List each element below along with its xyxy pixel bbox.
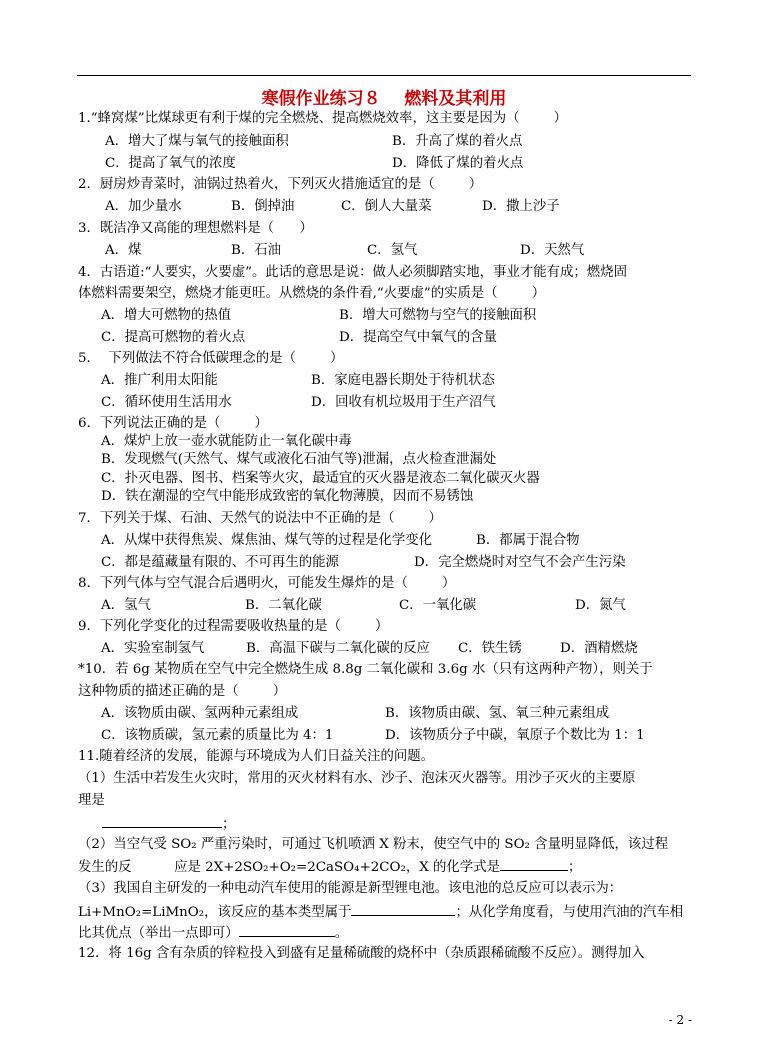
q9-stem: 9．下列化学变化的过程需要吸收热量的是（ ） (78, 619, 389, 634)
q10-option-d: D．该物质分子中碳，氧原子个数比为 1：1 (385, 728, 645, 743)
q1-stem: 1.“蜂窝煤”比煤球更有利于煤的完全燃烧、提高燃烧效率，这主要是因为（ ） (78, 111, 568, 126)
q3-option-a: A．煤 (105, 243, 142, 258)
answer-blank[interactable] (351, 902, 455, 916)
q11-part1-answer-line: ； (78, 814, 235, 834)
q6-option-b: B．发现燃气(天然气、煤气或液化石油气等)泄漏，点火检查泄漏处 (101, 452, 497, 467)
q11-part2-line1: （2）当空气受 SO₂ 严重污染时，可通过飞机喷洒 X 粉末，使空气中的 SO₂ 含量明显降低，该过程 (78, 837, 669, 852)
q3-option-d: D．天然气 (520, 243, 585, 258)
q4-option-a: A．增大可燃物的热值 (101, 308, 232, 323)
q2-stem: 2．厨房炒青菜时，油锅过热着火，下列灭火措施适宜的是（ ） (78, 177, 483, 192)
header-rule (77, 75, 691, 76)
q11-stem: 11.随着经济的发展，能源与环境成为人们日益关注的问题。 (78, 749, 435, 764)
q6-stem: 6．下列说法正确的是（ ） (78, 416, 268, 431)
q8-stem: 8．下列气体与空气混合后遇明火，可能发生爆炸的是（ ） (78, 576, 456, 591)
q4-stem-line2: 体燃料需要架空，燃烧才能更旺。从燃烧的条件看,“火要虚”的实质是（ ） (78, 286, 546, 301)
q11-part2-line2: 发生的反 应是 2X+2SO₂+O₂=2CaSO₄+2CO₂，X 的化学式是 ； (78, 857, 581, 877)
q4-stem-line1: 4．古语道:“人要实，火要虚”。此话的意思是说：做人必须脚踏实地，事业才能有成；燃烧固 (78, 265, 627, 280)
q11-part1-line2: 理是 (78, 793, 105, 808)
q2-option-b: B．倒掉油 (231, 199, 295, 214)
q5-option-c: C．循环使用生活用水 (101, 395, 232, 410)
q2-option-c: C．倒人大量菜 (341, 199, 432, 214)
q7-option-b: B．都属于混合物 (476, 533, 580, 548)
q11-part3-line1: （3）我国自主研发的一种电动汽车使用的能源是新型锂电池。该电池的总反应可以表示为： (78, 881, 623, 896)
q3-option-c: C．氢气 (367, 243, 418, 258)
q4-option-d: D．提高空气中氧气的含量 (339, 330, 498, 345)
q11-part1-line1: （1）生活中若发生火灾时，常用的灭火材料有水、沙子、泡沫灭火器等。用沙子灭火的主要原 (78, 771, 636, 786)
q10-option-a: A．该物质由碳、氢两种元素组成 (101, 706, 299, 721)
q1-option-d: D．降低了煤的着火点 (392, 156, 524, 171)
page-number: - 2 - (668, 1013, 692, 1027)
q9-option-d: D．酒精燃烧 (560, 641, 638, 656)
q2-option-d: D．撒上沙子 (482, 199, 560, 214)
q5-option-d: D．回收有机垃圾用于生产沼气 (311, 395, 496, 410)
q3-option-b: B．石油 (231, 243, 282, 258)
q8-option-c: C．一氧化碳 (399, 598, 477, 613)
q10-stem-line2: 这种物质的描述正确的是（ ） (78, 684, 287, 699)
q7-option-d: D．完全燃烧时对空气不会产生污染 (414, 555, 626, 570)
q3-stem: 3．既洁净又高能的理想燃料是（ ） (78, 221, 313, 236)
q12-stem: 12．将 16g 含有杂质的锌粒投入到盛有足量稀硫酸的烧杯中（杂质跟稀硫酸不反应）。测得加入 (78, 946, 645, 961)
q4-option-c: C．提高可燃物的着火点 (101, 330, 246, 345)
q5-option-a: A．推广利用太阳能 (101, 373, 218, 388)
q1-option-c: C．提高了氧气的浓度 (105, 156, 236, 171)
q10-option-b: B．该物质由碳、氢、氧三种元素组成 (385, 706, 610, 721)
q10-option-c: C．该物质碳，氢元素的质量比为 4：1 (101, 728, 334, 743)
q10-stem-line1: *10．若 6g 某物质在空气中完全燃烧生成 8.8g 二氧化碳和 3.6g 水（只有这两种产物），则关于 (78, 662, 653, 677)
q7-option-a: A．从煤中获得焦炭、煤焦油、煤气等的过程是化学变化 (101, 533, 433, 548)
q2-option-a: A．加少量水 (105, 199, 182, 214)
q9-option-b: B．高温下碳与二氧化碳的反应 (246, 641, 430, 656)
q6-option-c: C．扑灭电器、图书、档案等火灾，最适宜的灭火器是液态二氧化碳灭火器 (101, 471, 540, 486)
q7-stem: 7．下列关于煤、石油、天然气的说法中不正确的是（ ） (78, 511, 442, 526)
q11-part3-line2: Li+MnO₂=LiMnO₂，该反应的基本类型属于 ；从化学角度看，与使用汽油的汽车相 (78, 902, 683, 922)
q5-option-b: B．家庭电器长期处于待机状态 (311, 373, 495, 388)
q9-option-a: A．实验室制氢气 (101, 641, 205, 656)
q9-option-c: C．铁生锈 (458, 641, 522, 656)
q4-option-b: B．增大可燃物与空气的接触面积 (339, 308, 537, 323)
q8-option-b: B．二氧化碳 (245, 598, 322, 613)
answer-blank[interactable] (102, 814, 222, 828)
q11-part3-line3: 比其优点（举出一点即可） 。 (78, 923, 348, 943)
q5-stem: 5． 下列做法不符合低碳理念的是（ ） (78, 351, 344, 366)
page-title: 寒假作业练习８ 燃料及其利用 (261, 89, 507, 109)
q8-option-d: D．氮气 (575, 598, 626, 613)
q1-option-a: A．增大了煤与氧气的接触面积 (105, 134, 289, 149)
q6-option-d: D．铁在潮湿的空气中能形成致密的氧化物薄膜，因而不易锈蚀 (101, 489, 474, 504)
answer-blank[interactable] (500, 857, 568, 871)
answer-blank[interactable] (239, 923, 335, 937)
q7-option-c: C．都是蕴藏量有限的、不可再生的能源 (101, 555, 339, 570)
q1-option-b: B．升高了煤的着火点 (392, 134, 523, 149)
q8-option-a: A．氢气 (101, 598, 151, 613)
q6-option-a: A．煤炉上放一壶水就能防止一氧化碳中毒 (101, 434, 352, 449)
